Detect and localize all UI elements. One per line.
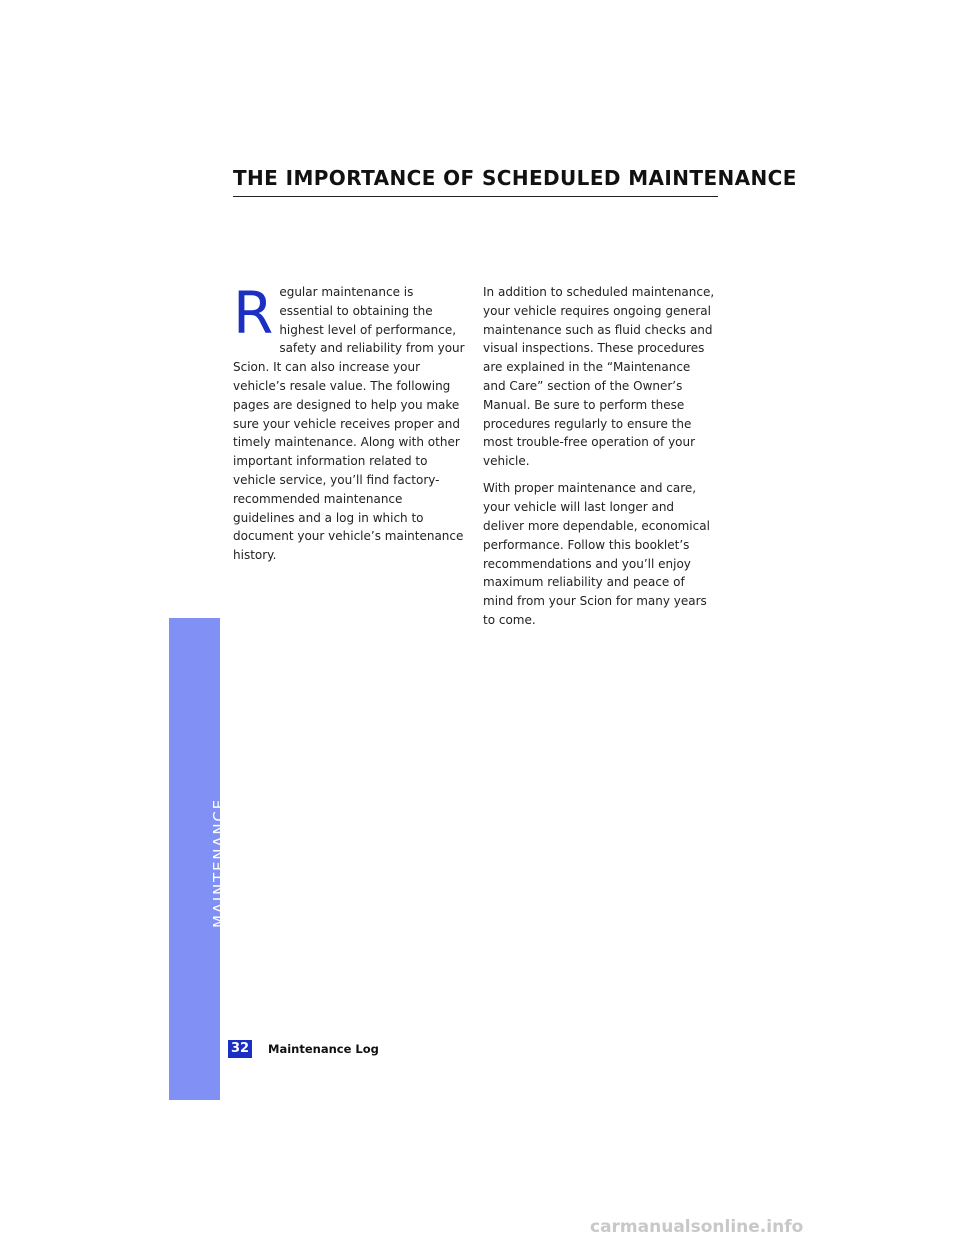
proper-care-paragraph: With proper maintenance and care, your vehicle will last longer and deliver more dependable, economical performance. Follow this booklet’s recommendations and you’ll enjoy maximum reliability and peace of mind from your Scion for many years to come. [483, 481, 710, 628]
watermark: carmanualsonline.info [590, 1217, 804, 1237]
title-divider [233, 196, 718, 197]
footer-section-name: Maintenance Log [268, 1042, 379, 1056]
general-maintenance-paragraph: In addition to scheduled maintenance, your vehicle requires ongoing general maintenance such as fluid checks and visual inspections. These procedures are explained in the “Maintenance and Care” section of the Owner’s Manual. Be sure to perform these procedures regularly to ensure the most trouble-free operation of your vehicle. [483, 285, 715, 469]
intro-paragraph-text: egular maintenance is essential to obtaining the highest level of performance, safety and reliability from your Scion. It can also increase your vehicle’s resale value. The following pages are designed to help you make sure your vehicle receives proper and timely maintenance. Along with other important information related to vehicle service, you’ll find factory-recommended maintenance guidelines and a log in which to document your vehicle’s maintenance history. [233, 285, 465, 563]
drop-cap: R [233, 279, 274, 347]
section-side-tab-label: MAINTENANCE [210, 798, 228, 928]
page-title: THE IMPORTANCE OF SCHEDULED MAINTENANCE [233, 166, 797, 190]
left-column [233, 279, 465, 565]
intro-paragraph [233, 279, 465, 565]
right-column [483, 283, 715, 630]
page-number-badge: 32 [228, 1040, 252, 1058]
